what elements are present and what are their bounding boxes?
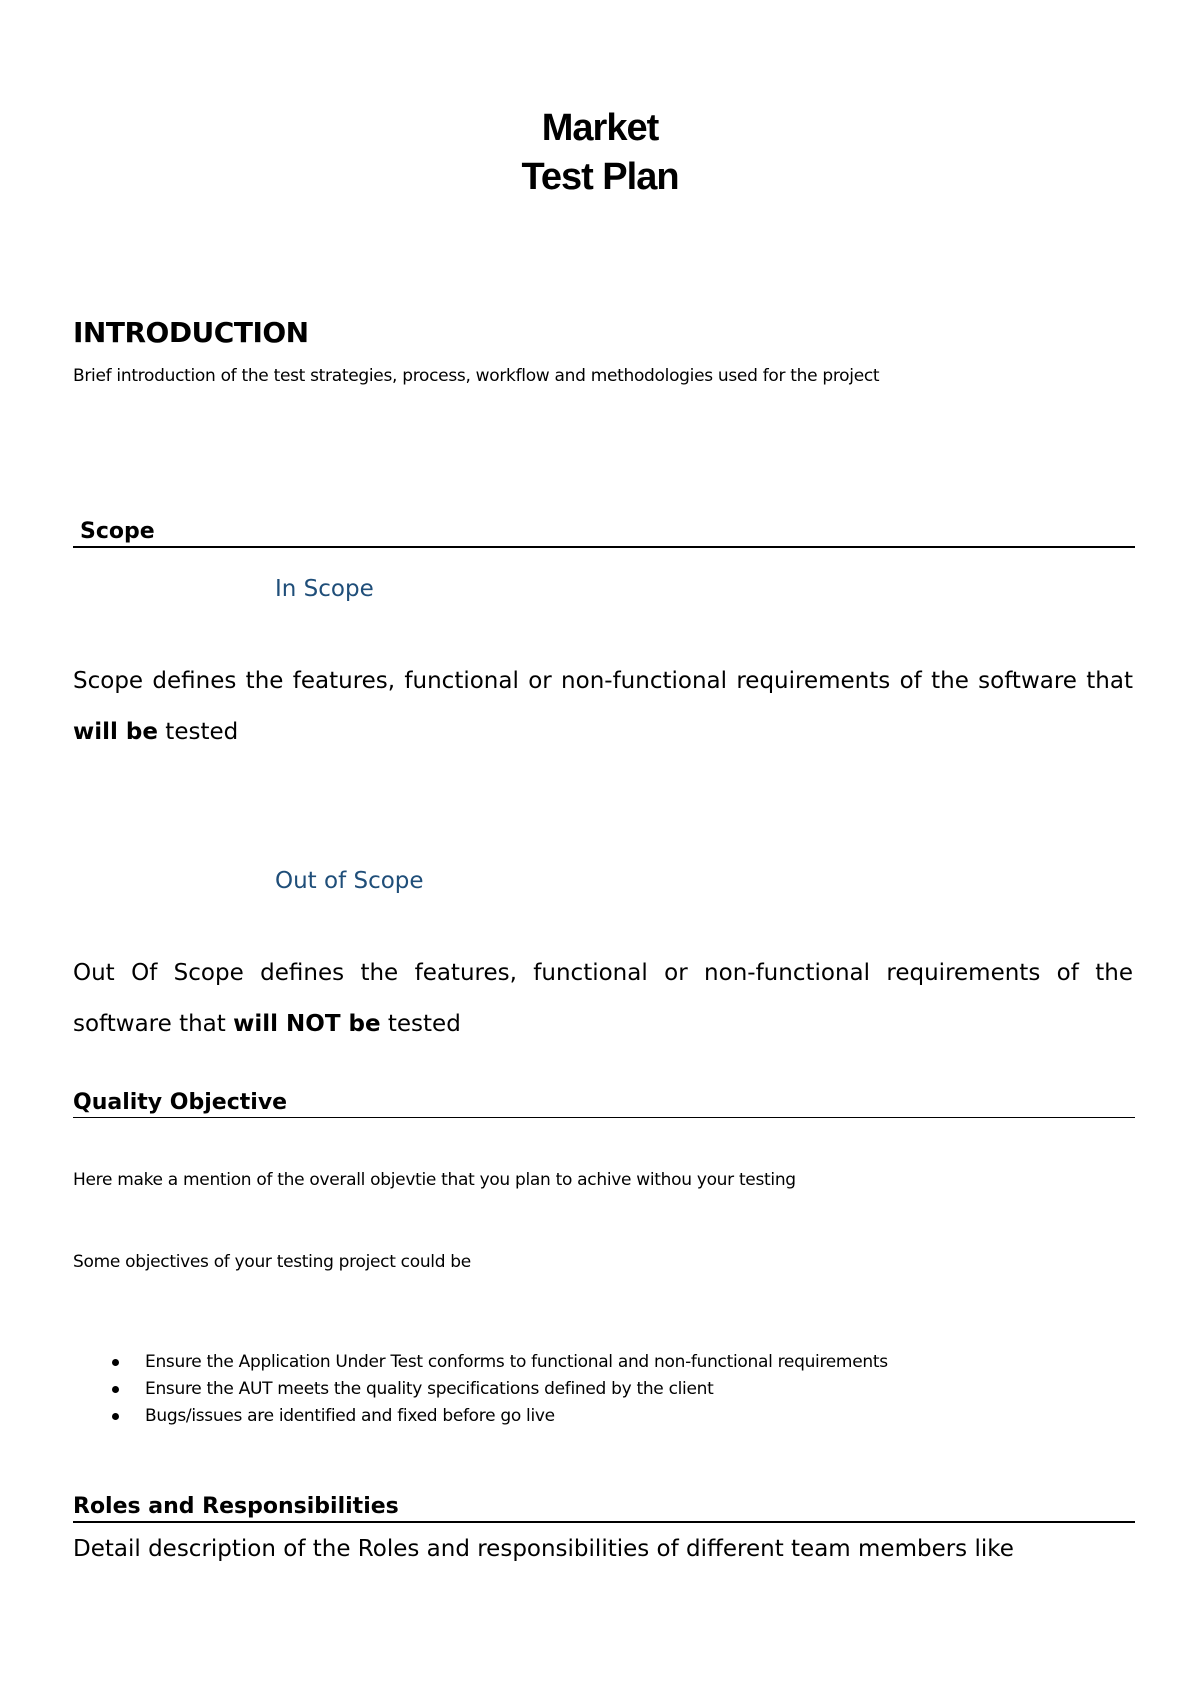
introduction-heading: INTRODUCTION xyxy=(73,316,309,349)
list-item xyxy=(73,1403,888,1430)
list-item-text: Bugs/issues are identified and fixed before go live xyxy=(145,1406,555,1426)
quality-objective-intro: Some objectives of your testing project could be xyxy=(73,1252,471,1272)
scope-heading: Scope xyxy=(73,519,1135,548)
list-item-text: Ensure the Application Under Test conforms to functional and non-functional requirements xyxy=(145,1352,888,1372)
out-of-scope-paragraph xyxy=(73,948,1133,1050)
out-of-scope-text-before: Out Of Scope defines the features, functional or non-functional requirements of the software that xyxy=(73,960,1133,1037)
bullet-icon xyxy=(112,1359,119,1366)
quality-objective-text: Here make a mention of the overall objevtie that you plan to achive withou your testing xyxy=(73,1170,796,1190)
out-of-scope-subheading: Out of Scope xyxy=(275,868,424,894)
roles-heading: Roles and Responsibilities xyxy=(73,1494,1135,1523)
document-title-line1: Market xyxy=(541,107,659,149)
in-scope-text-after: tested xyxy=(157,719,239,745)
document-title-line2: Test Plan xyxy=(521,156,679,198)
out-of-scope-text-bold: will NOT be xyxy=(233,1011,381,1037)
out-of-scope-text-after: tested xyxy=(380,1011,461,1037)
quality-objective-heading: Quality Objective xyxy=(73,1090,1135,1118)
list-item xyxy=(73,1349,888,1376)
list-item-text: Ensure the AUT meets the quality specifications defined by the client xyxy=(145,1379,714,1399)
bullet-icon xyxy=(112,1413,119,1420)
roles-text: Detail description of the Roles and responsibilities of different team members like xyxy=(73,1536,1014,1562)
introduction-text: Brief introduction of the test strategies, process, workflow and methodologies used for the project xyxy=(73,366,880,386)
in-scope-subheading: In Scope xyxy=(275,576,374,602)
in-scope-paragraph xyxy=(73,656,1133,758)
in-scope-text-bold: will be xyxy=(73,719,158,745)
objectives-list xyxy=(73,1349,888,1430)
bullet-icon xyxy=(112,1386,119,1393)
list-item xyxy=(73,1376,888,1403)
in-scope-text-before: Scope defines the features, functional or non-functional requirements of the software that xyxy=(73,668,1133,694)
